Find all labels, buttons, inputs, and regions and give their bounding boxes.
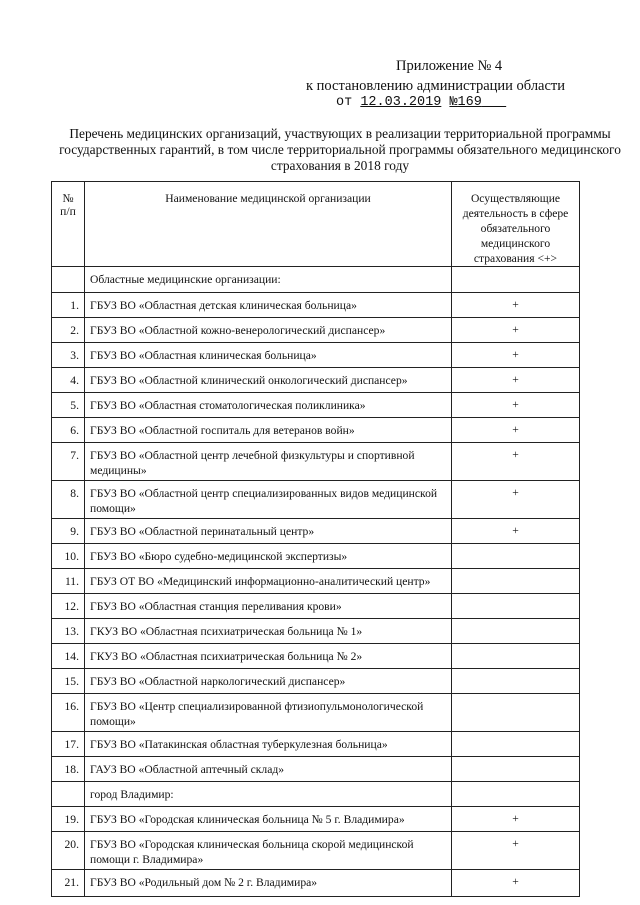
- row-number: 12.: [52, 594, 85, 619]
- organization-name: ГБУЗ ВО «Родильный дом № 2 г. Владимира»: [85, 870, 452, 897]
- table-row: [52, 569, 580, 594]
- appendix-title: Приложение № 4: [396, 58, 503, 74]
- organizations-table: [51, 181, 580, 897]
- table-row: [52, 293, 580, 318]
- date-prefix: от: [336, 95, 353, 110]
- document-title: [40, 126, 640, 174]
- row-number: 17.: [52, 732, 85, 757]
- column-header-number-line1: №: [62, 192, 74, 205]
- table-row: [52, 807, 580, 832]
- organization-name: ГБУЗ ВО «Областная детская клиническая больница»: [85, 293, 452, 318]
- organization-name: ГБУЗ ВО «Областной центр специализированных видов медицинской помощи»: [85, 481, 452, 519]
- oms-mark: [452, 782, 580, 807]
- oms-mark: [452, 267, 580, 293]
- oms-mark: [452, 619, 580, 644]
- row-number: 4.: [52, 368, 85, 393]
- table-row: [52, 694, 580, 732]
- number-prefix: №: [449, 95, 458, 110]
- row-number: 5.: [52, 393, 85, 418]
- table-row: [52, 594, 580, 619]
- table-row: [52, 832, 580, 870]
- oms-mark: +: [452, 807, 580, 832]
- oms-mark: [452, 732, 580, 757]
- organization-name: ГКУЗ ВО «Областная психиатрическая больница № 2»: [85, 644, 452, 669]
- row-number: 20.: [52, 832, 85, 870]
- column-header-oms-line: Осуществляющие: [470, 192, 561, 205]
- table-row: [52, 757, 580, 782]
- column-header-oms-line: страхования <+>: [473, 252, 558, 265]
- organization-name: ГБУЗ ВО «Областной наркологический диспансер»: [85, 669, 452, 694]
- organization-name: ГБУЗ ВО «Центр специализированной фтизиопульмонологической помощи»: [85, 694, 452, 732]
- title-line: Перечень медицинских организаций, участвующих в реализации территориальной программы: [69, 126, 611, 141]
- organization-name: ГБУЗ ВО «Областной перинатальный центр»: [85, 519, 452, 544]
- oms-mark: +: [452, 870, 580, 897]
- row-number: 1.: [52, 293, 85, 318]
- oms-mark: +: [452, 519, 580, 544]
- table-row: [52, 318, 580, 343]
- organization-name: ГБУЗ ВО «Областной госпиталь для ветеранов войн»: [85, 418, 452, 443]
- organization-name: ГБУЗ ВО «Областная станция переливания крови»: [85, 594, 452, 619]
- oms-mark: +: [452, 318, 580, 343]
- table-row: [52, 870, 580, 897]
- column-header-oms-line: деятельность в сфере: [462, 207, 569, 220]
- organization-name: ГБУЗ ВО «Областная клиническая больница»: [85, 343, 452, 368]
- row-number: 7.: [52, 443, 85, 481]
- table-row: [52, 481, 580, 519]
- row-number: 14.: [52, 644, 85, 669]
- oms-mark: [452, 594, 580, 619]
- column-header-oms: [452, 182, 580, 267]
- oms-mark: +: [452, 443, 580, 481]
- appendix-date-number: [336, 95, 506, 111]
- table-row: [52, 443, 580, 481]
- organization-name: Областные медицинские организации:: [85, 267, 452, 293]
- decree-date: 12.03.2019: [360, 95, 442, 110]
- organization-name: ГБУЗ ВО «Областной центр лечебной физкультуры и спортивной медицины»: [85, 443, 452, 481]
- table-row: [52, 368, 580, 393]
- oms-mark: [452, 569, 580, 594]
- table-row: [52, 669, 580, 694]
- oms-mark: [452, 544, 580, 569]
- section-header-row: [52, 782, 580, 807]
- table-row: [52, 644, 580, 669]
- oms-mark: [452, 757, 580, 782]
- organization-name: ГАУЗ ВО «Областной аптечный склад»: [85, 757, 452, 782]
- organization-name: ГБУЗ ВО «Областной клинический онкологический диспансер»: [85, 368, 452, 393]
- table-header-row: [52, 182, 580, 267]
- table-row: [52, 519, 580, 544]
- organization-name: ГБУЗ ВО «Бюро судебно-медицинской экспертизы»: [85, 544, 452, 569]
- organization-name: ГБУЗ ВО «Городская клиническая больница скорой медицинской помощи г. Владимира»: [85, 832, 452, 870]
- decree-number: 169: [457, 95, 482, 110]
- row-number: 9.: [52, 519, 85, 544]
- column-header-oms-line: медицинского: [480, 237, 551, 250]
- column-header-name: Наименование медицинской организации: [85, 182, 452, 267]
- table-row: [52, 418, 580, 443]
- row-number: 21.: [52, 870, 85, 897]
- oms-mark: [452, 669, 580, 694]
- row-number: 13.: [52, 619, 85, 644]
- organization-name: ГБУЗ ОТ ВО «Медицинский информационно-аналитический центр»: [85, 569, 452, 594]
- section-header-row: [52, 267, 580, 293]
- column-header-number: [52, 182, 85, 267]
- column-header-number-line2: п/п: [60, 205, 76, 218]
- row-number: 8.: [52, 481, 85, 519]
- row-number: 16.: [52, 694, 85, 732]
- oms-mark: [452, 644, 580, 669]
- table-row: [52, 619, 580, 644]
- title-line: государственных гарантий, в том числе территориальной программы обязательного медицинского: [59, 142, 621, 157]
- oms-mark: +: [452, 418, 580, 443]
- column-header-oms-line: обязательного: [480, 222, 551, 235]
- table-row: [52, 393, 580, 418]
- organization-name: город Владимир:: [85, 782, 452, 807]
- title-line: страхования в 2018 году: [270, 158, 410, 173]
- organization-name: ГБУЗ ВО «Областная стоматологическая поликлиника»: [85, 393, 452, 418]
- oms-mark: +: [452, 293, 580, 318]
- oms-mark: +: [452, 832, 580, 870]
- appendix-reference: к постановлению администрации области: [306, 78, 566, 94]
- row-number: 11.: [52, 569, 85, 594]
- oms-mark: [452, 694, 580, 732]
- table-row: [52, 343, 580, 368]
- row-number: 15.: [52, 669, 85, 694]
- row-number: 18.: [52, 757, 85, 782]
- table-row: [52, 732, 580, 757]
- oms-mark: +: [452, 343, 580, 368]
- organization-name: ГБУЗ ВО «Областной кожно-венерологический диспансер»: [85, 318, 452, 343]
- organization-name: ГБУЗ ВО «Патакинская областная туберкулезная больница»: [85, 732, 452, 757]
- row-number: 10.: [52, 544, 85, 569]
- row-number: [52, 782, 85, 807]
- organization-name: ГКУЗ ВО «Областная психиатрическая больница № 1»: [85, 619, 452, 644]
- table-row: [52, 544, 580, 569]
- oms-mark: +: [452, 393, 580, 418]
- row-number: 19.: [52, 807, 85, 832]
- oms-mark: +: [452, 481, 580, 519]
- row-number: 2.: [52, 318, 85, 343]
- row-number: 6.: [52, 418, 85, 443]
- organization-name: ГБУЗ ВО «Городская клиническая больница № 5 г. Владимира»: [85, 807, 452, 832]
- row-number: [52, 267, 85, 293]
- row-number: 3.: [52, 343, 85, 368]
- oms-mark: +: [452, 368, 580, 393]
